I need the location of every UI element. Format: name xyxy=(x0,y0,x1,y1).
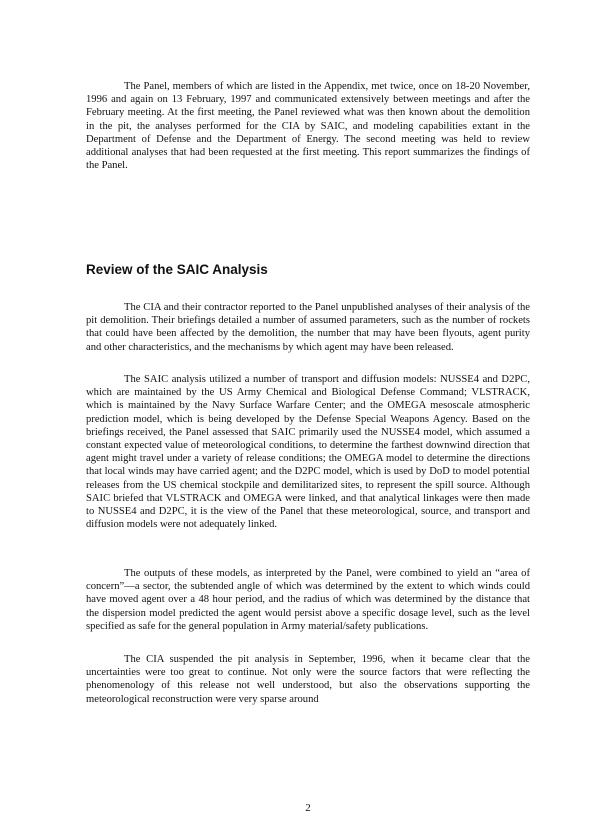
paragraph-panel-meetings: The Panel, members of which are listed in the Appendix, met twice, once on 18-20 November, 1996 and again on 13 February, 1997 and communicated extensively between meetings and after the February meeting. At the first meeting, the Panel reviewed what was then known about the demolition in the pit, the analyses performed for the CIA by SAIC, and modeling capabilities extant in the Department of Defense and the Department of Energy. The second meeting was held to review additional analyses that had been requested at the first meeting. This report summarizes the findings of the Panel. xyxy=(86,81,530,172)
page-number: 2 xyxy=(305,802,311,814)
section-heading: Review of the SAIC Analysis xyxy=(86,262,268,277)
paragraph-analysis-suspended: The CIA suspended the pit analysis in September, 1996, when it became clear that the uncertainties were too great to continue. Not only were the source factors that were reflecting the phenomenology of this release not well understood, but also the observations supporting the meteorological reconstruction were very sparse around xyxy=(86,654,530,705)
paragraph-saic-models: The SAIC analysis utilized a number of transport and diffusion models: NUSSE4 and D2PC, which are maintained by the US Army Chemical and Biological Defense Command; VLSTRACK, which is maintained by the Navy Surface Warfare Center; and the OMEGA mesoscale atmospheric prediction model, which is being developed by the Defense Special Weapons Agency. Based on the briefings received, the Panel assessed that SAIC primarily used the NUSSE4 model, which assumed a constant expected value of meteorological conditions, to determine the farthest downwind direction that agent might travel under a variety of release conditions; the OMEGA model to determine the directions that local winds may have carried agent; and the D2PC model, which is used by DoD to model potential releases from the US chemical stockpile and demilitarized sites, to represent the spill source. Although SAIC briefed that VLSTRACK and OMEGA were linked, and that analytical linkages were then made to NUSSE4 and D2PC, it is the view of the Panel that these meteorological, source, and transport and diffusion models were not adequately linked. xyxy=(86,374,530,531)
paragraph-cia-briefings: The CIA and their contractor reported to the Panel unpublished analyses of their analysis of the pit demolition. Their briefings detailed a number of assumed parameters, such as the number of rockets that could have been affected by the demolition, the number that may have been flyouts, agent purity and other characteristics, and the mechanisms by which agent may have been released. xyxy=(86,302,530,353)
paragraph-area-of-concern: The outputs of these models, as interpreted by the Panel, were combined to yield an “area of concern”—a sector, the subtended angle of which was determined by the extent to which winds could have moved agent over a 48 hour period, and the radius of which was determined by the distance that the dispersion model predicted the agent would persist above a specific dosage level, such as the level specified as safe for the general population in Army material/safety publications. xyxy=(86,568,530,632)
